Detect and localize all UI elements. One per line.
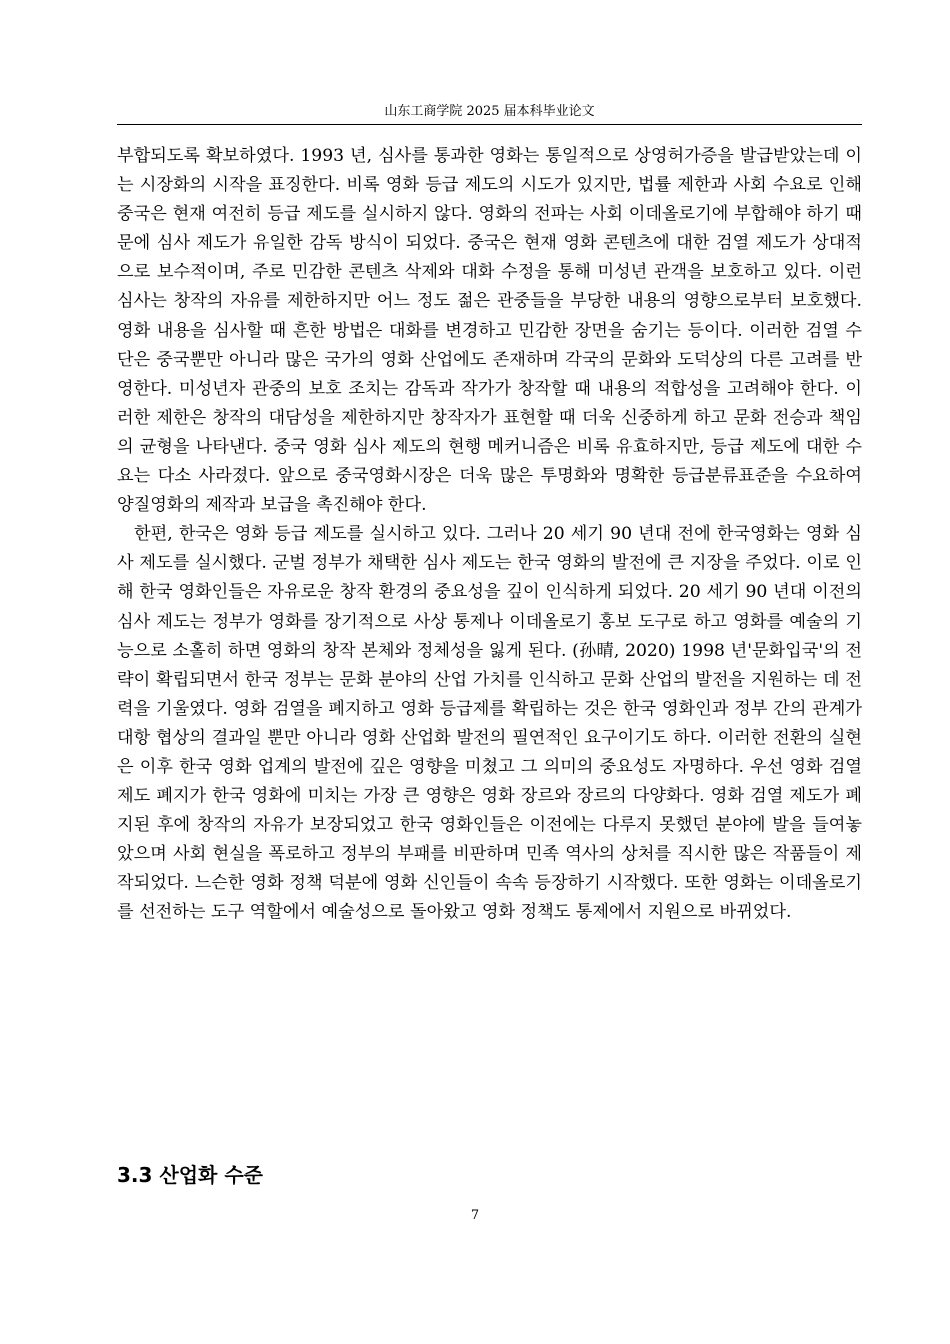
section-heading: 3.3 산업화 수준 [117, 1163, 263, 1187]
body-text [117, 142, 862, 928]
paragraph-continued: 부합되도록 확보하였다. 1993 년, 심사를 통과한 영화는 통일적으로 상영허가증을 발급받았는데 이는 시장화의 시작을 표징한다. 비록 영화 등급 제도의 시도가 있지만, 법률 제한과 사회 수요로 인해 중국은 현재 여전히 등급 제도를 실시하지 않다. 영화의 전파는 사회 이데올로기에 부합해야 하기 때문에 심사 제도가 유일한 감독 방식이 되었다. 중국은 현재 영화 콘텐츠에 대한 검열 제도가 상대적으로 보수적이며, 주로 민감한 콘텐츠 삭제와 대화 수정을 통해 미성년 관객을 보호하고 있다. 이런 심사는 창작의 자유를 제한하지만 어느 정도 젊은 관중들을 부당한 내용의 영향으로부터 보호했다. 영화 내용을 심사할 때 흔한 방법은 대화를 변경하고 민감한 장면을 숨기는 등이다. 이러한 검열 수단은 중국뿐만 아니라 많은 국가의 영화 산업에도 존재하며 각국의 문화와 도덕상의 다른 고려를 반영한다. 미성년자 관중의 보호 조치는 감독과 작가가 창작할 때 내용의 적합성을 고려해야 한다. 이러한 제한은 창작의 대담성을 제한하지만 창작자가 표현할 때 더욱 신중하게 하고 문화 전승과 책임의 균형을 나타낸다. 중국 영화 심사 제도의 현행 메커니즘은 비록 유효하지만, 등급 제도에 대한 수요는 다소 사라졌다. 앞으로 중국영화시장은 더욱 많은 투명화와 명확한 등급분류표준을 수요하여 양질영화의 제작과 보급을 촉진해야 한다. [117, 146, 862, 516]
paragraph-korea-rating-system: 한편, 한국은 영화 등급 제도를 실시하고 있다. 그러나 20 세기 90 년대 전에 한국영화는 영화 심사 제도를 실시했다. 군벌 정부가 채택한 심사 제도는 한국 영화의 발전에 큰 지장을 주었다. 이로 인해 한국 영화인들은 자유로운 창작 환경의 중요성을 깊이 인식하게 되었다. 20 세기 90 년대 이전의 심사 제도는 정부가 영화를 장기적으로 사상 통제나 이데올로기 홍보 도구로 하고 영화를 예술의 기능으로 소홀히 하면 영화의 창작 본체와 정체성을 잃게 된다. (孙晴, 2020) 1998 년'문화입국'의 전략이 확립되면서 한국 정부는 문화 분야의 산업 가치를 인식하고 문화 산업의 발전을 지원하는 데 전력을 기울였다. 영화 검열을 폐지하고 영화 등급제를 확립하는 것은 한국 영화인과 정부 간의 관계가 대항 협상의 결과일 뿐만 아니라 영화 산업화 발전의 필연적인 요구이기도 하다. 이러한 전환의 실현은 이후 한국 영화 업계의 발전에 깊은 영향을 미쳤고 그 의미의 중요성도 자명하다. 우선 영화 검열 제도 폐지가 한국 영화에 미치는 가장 큰 영향은 영화 장르와 장르의 다양화다. 영화 검열 제도가 폐지된 후에 창작의 자유가 보장되었고 한국 영화인들은 이전에는 다루지 못했던 분야에 발을 들여놓았으며 사회 현실을 폭로하고 정부의 부패를 비판하며 민족 역사의 상처를 직시한 많은 작품들이 제작되었다. 느슨한 영화 정책 덕분에 영화 신인들이 속속 등장하기 시작했다. 또한 영화는 이데올로기를 선전하는 도구 역할에서 예술성으로 돌아왔고 영화 정책도 통제에서 지원으로 바뀌었다. [117, 524, 862, 923]
page-number: 7 [470, 1208, 480, 1223]
page-header: 山东工商学院 2025 届本科毕业论文 [384, 104, 595, 119]
header-divider [117, 124, 862, 125]
